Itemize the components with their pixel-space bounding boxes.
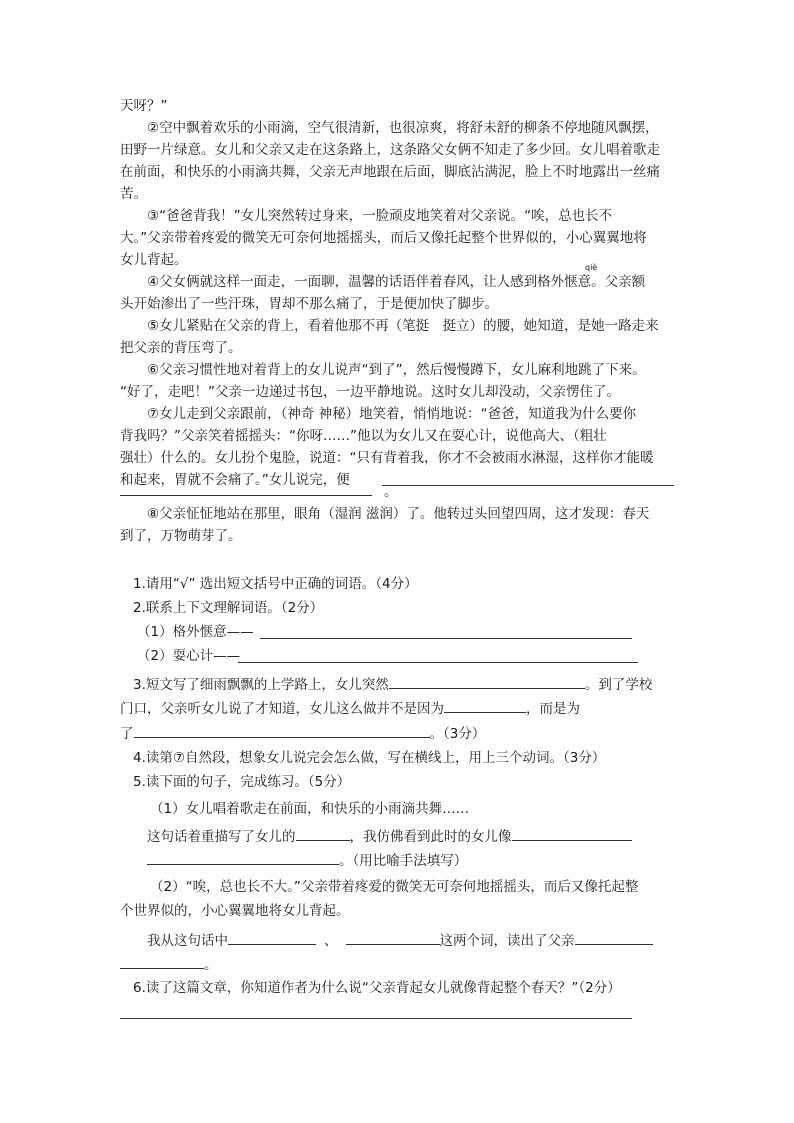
answer-blank[interactable] bbox=[382, 485, 674, 486]
question-5-item-1-line bbox=[147, 825, 632, 847]
answer-blank[interactable] bbox=[238, 662, 638, 663]
question-3-text: 。到了学校 bbox=[584, 677, 653, 693]
passage-line: 和起来，胃就不会痛了。”女儿说完，便 bbox=[120, 472, 350, 488]
answer-blank[interactable] bbox=[120, 1018, 632, 1019]
passage-line: ②空中飘着欢乐的小雨滴，空气很清新，也很凉爽，将舒未舒的柳条不停地随风飘摆， bbox=[147, 120, 659, 136]
passage-line: 大。”父亲带着疼爱的微笑无可奈何地摇摇头，而后又像托起整个世界似的，小心翼翼地将 bbox=[120, 230, 647, 246]
question-2-item-2: （2）耍心计—— bbox=[137, 648, 241, 664]
question-5-text: 这句话着重描写了女儿的 bbox=[147, 829, 296, 845]
passage-line: 在前面，和快乐的小雨滴共舞，父亲无声地跟在后面，脚底沾满泥，脸上不时地露出一丝痛 bbox=[120, 164, 660, 180]
question-4: 4.读第⑦自然段，想象女儿说完会怎么做，写在横线上，用上三个动词。（3分） bbox=[133, 750, 606, 766]
answer-blank[interactable] bbox=[120, 953, 204, 969]
question-5-item-1-line bbox=[147, 849, 467, 871]
question-3-line bbox=[120, 697, 580, 719]
question-2: 2.联系上下文理解词语。（2分） bbox=[133, 600, 324, 616]
question-3-text: 门口，父亲听女儿说了才知道，女儿这么做并不是因为 bbox=[120, 701, 444, 717]
question-5-text: 。（用比喻手法填写） bbox=[339, 853, 468, 869]
passage-line: ⑥父亲习惯性地对着背上的女儿说声“到了”，然后慢慢蹲下，女儿麻利地跳了下来。 bbox=[147, 362, 646, 378]
answer-blank[interactable] bbox=[575, 929, 653, 945]
question-3-text: 3.短文写了细雨飘飘的上学路上，女儿突然 bbox=[133, 677, 389, 693]
passage-line: 天呀？” bbox=[120, 98, 168, 114]
answer-blank[interactable] bbox=[444, 697, 526, 713]
answer-blank[interactable] bbox=[389, 673, 585, 689]
annotated-character: 惬 bbox=[564, 274, 578, 290]
passage-line: 苦。 bbox=[120, 186, 147, 202]
question-5-text: 、 bbox=[324, 933, 338, 949]
question-3-text: 。（3分） bbox=[429, 726, 486, 742]
question-5-item-2-line bbox=[120, 953, 218, 975]
passage-line: 强壮）什么的。女儿扮个鬼脸，说道：“只有背着我，你才不会被雨水淋湿，这样你才能暖 bbox=[120, 450, 654, 466]
answer-blank[interactable] bbox=[512, 825, 632, 841]
question-5-text: 这两个词，读出了父亲 bbox=[439, 933, 575, 949]
passage-text: ④父女俩就这样一面走，一面聊，温馨的话语伴着春风，让人感到格外 bbox=[147, 274, 565, 290]
passage-line: ⑦女儿走到父亲跟前，（神奇 神秘）地笑着，悄悄地说：“爸爸，知道我为什么要你 bbox=[147, 406, 637, 422]
answer-blank[interactable] bbox=[120, 495, 372, 496]
passage-line: ⑤女儿紧贴在父亲的背上，看着他那不再（笔挺 挺立）的腰，她知道，是她一路走来 bbox=[147, 318, 659, 334]
passage-line: 背我吗？”父亲笑着摇摇头：“你呀……”他以为女儿又在耍心计，说他高大、（粗壮 bbox=[120, 428, 607, 444]
question-3-line bbox=[133, 673, 652, 695]
question-6: 6.读了这篇文章，你知道作者为什么说“父亲背起女儿就像背起整个春天？”（2分） bbox=[133, 980, 621, 996]
pinyin-annotation: qiè bbox=[585, 263, 598, 272]
question-5-item-2: （2）“唉，总也长不大。”父亲带着疼爱的微笑无可奈何地摇摇头，而后又像托起整 bbox=[150, 879, 639, 895]
question-5-text: 我从这句话中 bbox=[147, 933, 228, 949]
passage-line: ③“爸爸背我！”女儿突然转过身来，一脸顽皮地笑着对父亲说。“唉，总也长不 bbox=[147, 208, 613, 224]
passage-line: 女儿背起。 bbox=[120, 252, 188, 268]
answer-blank[interactable] bbox=[134, 722, 430, 738]
passage-line bbox=[147, 272, 645, 292]
passage-line: 到了，万物萌芽了。 bbox=[120, 528, 242, 544]
question-5-item-1: （1）女儿唱着歌走在前面，和快乐的小雨滴共舞…… bbox=[150, 801, 470, 817]
question-5-text: 。 bbox=[204, 957, 218, 973]
passage-line: “好了，走吧！”父亲一边递过书包，一边平静地说。这时女儿却没动，父亲愣住了。 bbox=[120, 384, 620, 400]
answer-blank[interactable] bbox=[147, 849, 339, 865]
answer-blank[interactable] bbox=[260, 638, 632, 639]
question-5-text: ，我仿佛看到此时的女儿像 bbox=[349, 829, 512, 845]
question-3-text: ，而是为 bbox=[526, 701, 580, 717]
question-2-item-1: （1）格外惬意—— bbox=[137, 624, 254, 640]
passage-line: 头开始渗出了一些汗珠，胃却不那么痛了，于是便加快了脚步。 bbox=[120, 296, 498, 312]
question-3-text: 了 bbox=[120, 726, 134, 742]
question-5-item-2-line: 个世界似的，小心翼翼地将女儿背起。 bbox=[120, 903, 350, 919]
passage-text: 。 bbox=[384, 484, 398, 500]
passage-line: ⑧父亲怔怔地站在那里，眼角（湿润 滋润）了。他转过头回望四周，这才发现：春天 bbox=[147, 506, 650, 522]
answer-blank[interactable] bbox=[228, 929, 316, 945]
question-5: 5.读下面的句子，完成练习。（5分） bbox=[133, 774, 351, 790]
question-3-line bbox=[120, 722, 485, 744]
question-5-item-2-line bbox=[147, 929, 653, 951]
question-1: 1.请用“√” 选出短文括号中正确的词语。（4分） bbox=[133, 576, 418, 592]
passage-text: 意。父亲额 bbox=[577, 274, 646, 290]
answer-blank[interactable] bbox=[346, 929, 440, 945]
answer-blank[interactable] bbox=[296, 825, 350, 841]
passage-line: 田野一片绿意。女儿和父亲又走在这条路上，这条路父女俩不知走了多少回。女儿唱着歌走 bbox=[120, 142, 660, 158]
passage-line: 把父亲的背压弯了。 bbox=[120, 340, 242, 356]
